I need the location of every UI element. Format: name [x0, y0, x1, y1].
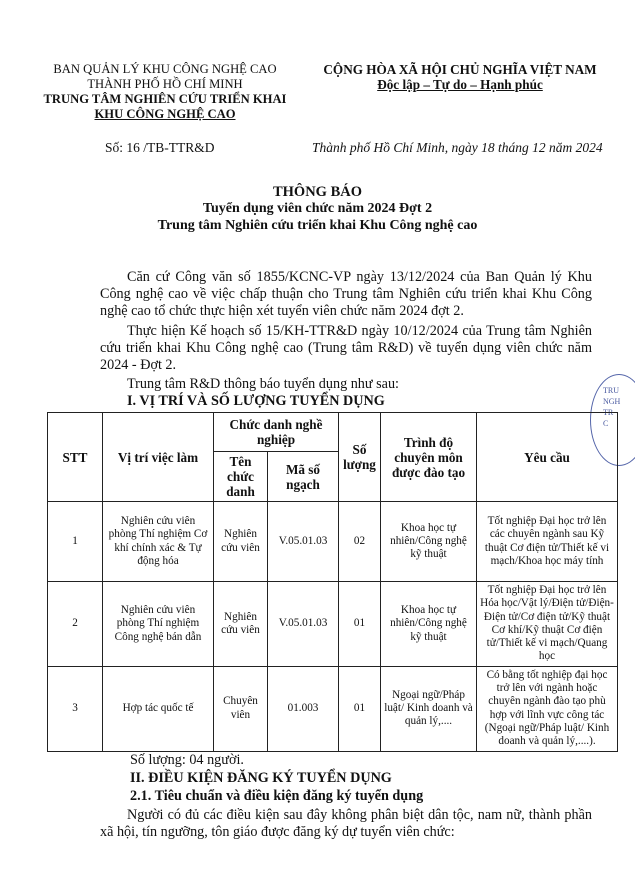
table-row	[48, 666, 618, 751]
section-1-heading: I. VỊ TRÍ VÀ SỐ LƯỢNG TUYỂN DỤNG	[127, 393, 385, 409]
cell-position: Nghiên cứu viên phòng Thí nghiệm Cơ khí chính xác & Tự động hóa	[103, 502, 214, 582]
total-quantity: Số lượng: 04 người.	[130, 752, 244, 768]
header-requirements: Yêu cầu	[477, 413, 618, 502]
cell-stt: 2	[48, 582, 103, 667]
cell-qualification: Khoa học tự nhiên/Công nghệ kỹ thuật	[381, 582, 477, 667]
cell-title: Nghiên cứu viên	[214, 582, 268, 667]
paragraph-plan: Thực hiện Kế hoạch số 15/KH-TTR&D ngày 10/12/2024 của Trung tâm Nghiên cứu triển khai Khu Công nghệ cao (Trung tâm R&D) về tuyển dụng viên chức năm 2024 - Đợt 2.	[100, 323, 592, 374]
cell-code: 01.003	[268, 666, 339, 751]
header-stt: STT	[48, 413, 103, 502]
cell-requirements: Tốt nghiệp Đại học trở lên Hóa học/Vật lý/Điện tử/Điện-Điện tử/Cơ điện tử/Kỹ thuật Cơ khí/Kỹ thuật Cơ điện tử/Thiết kế vi mạch/Quang học	[477, 582, 618, 667]
org-line-2: THÀNH PHỐ HỒ CHÍ MINH	[87, 77, 243, 91]
document-number: Số: 16 /TB-TTR&D	[105, 140, 215, 155]
nation-name: CỘNG HÒA XÃ HỘI CHỦ NGHĨA VIỆT NAM	[323, 62, 597, 77]
paragraph-announcement: Trung tâm R&D thông báo tuyển dụng như sau:	[127, 376, 399, 392]
cell-qualification: Ngoại ngữ/Pháp luật/ Kinh doanh và quản lý,....	[381, 666, 477, 751]
document-subtitle-1: Tuyển dụng viên chức năm 2024 Đợt 2	[202, 201, 433, 216]
section-2-heading: II. ĐIỀU KIỆN ĐĂNG KÝ TUYỂN DỤNG	[130, 770, 392, 786]
national-header	[300, 62, 620, 92]
place-and-date: Thành phố Hồ Chí Minh, ngày 18 tháng 12 năm 2024	[312, 140, 603, 155]
header-title-group: Chức danh nghề nghiệp	[214, 413, 339, 452]
header-qualification: Trình độ chuyên môn được đào tạo	[381, 413, 477, 502]
header-code: Mã số ngạch	[268, 452, 339, 502]
header-title-name: Tên chức danh	[214, 452, 268, 502]
cell-qualification: Khoa học tự nhiên/Công nghệ kỹ thuật	[381, 502, 477, 582]
cell-requirements: Tốt nghiệp Đại học trở lên các chuyên ngành sau Kỹ thuật Cơ điện tử/Thiết kế vi mạch/Khoa học máy tính	[477, 502, 618, 582]
table-row	[48, 582, 618, 667]
cell-position: Hợp tác quốc tế	[103, 666, 214, 751]
document-title: THÔNG BÁO	[272, 184, 363, 200]
cell-stt: 1	[48, 502, 103, 582]
cell-title: Nghiên cứu viên	[214, 502, 268, 582]
paragraph-legal-basis: Căn cứ Công văn số 1855/KCNC-VP ngày 13/12/2024 của Ban Quản lý Khu Công nghệ cao về việc chấp thuận cho Trung tâm Nghiên cứu triển khai Khu Công nghệ cao tổ chức thực hiện xét tuyển viên chức năm 2024 đợt 2.	[100, 269, 592, 320]
issuing-organization	[40, 62, 290, 122]
document-subtitle-2: Trung tâm Nghiên cứu triển khai Khu Công nghệ cao	[157, 218, 478, 233]
org-line-1: BAN QUẢN LÝ KHU CÔNG NGHỆ CAO	[53, 62, 277, 76]
cell-quantity: 01	[339, 666, 381, 751]
national-motto: Độc lập – Tự do – Hạnh phúc	[377, 77, 543, 92]
official-stamp: TRU NGH TR C	[590, 374, 635, 466]
recruitment-table	[47, 412, 618, 752]
table-header-row	[48, 413, 618, 452]
header-position: Vị trí việc làm	[103, 413, 214, 502]
cell-title: Chuyên viên	[214, 666, 268, 751]
cell-quantity: 01	[339, 582, 381, 667]
cell-requirements: Có bằng tốt nghiệp đại học trở lên với ngành hoặc chuyên ngành đào tạo phù hợp với lĩnh vực công tác (Ngoại ngữ/Pháp luật/ Kinh doanh và quản lý,....).	[477, 666, 618, 751]
header-quantity: Số lượng	[339, 413, 381, 502]
org-line-3: TRUNG TÂM NGHIÊN CỨU TRIỂN KHAI	[43, 92, 287, 106]
table-row	[48, 502, 618, 582]
cell-code: V.05.01.03	[268, 582, 339, 667]
cell-position: Nghiên cứu viên phòng Thí nghiệm Công nghệ bán dẫn	[103, 582, 214, 667]
paragraph-eligibility: Người có đủ các điều kiện sau đây không phân biệt dân tộc, nam nữ, thành phần xã hội, tín ngưỡng, tôn giáo được đăng ký dự tuyển viên chức:	[100, 807, 592, 841]
cell-stt: 3	[48, 666, 103, 751]
section-2-1-heading: 2.1. Tiêu chuẩn và điều kiện đăng ký tuyển dụng	[130, 788, 424, 804]
cell-quantity: 02	[339, 502, 381, 582]
cell-code: V.05.01.03	[268, 502, 339, 582]
org-line-4: KHU CÔNG NGHỆ CAO	[94, 107, 236, 121]
